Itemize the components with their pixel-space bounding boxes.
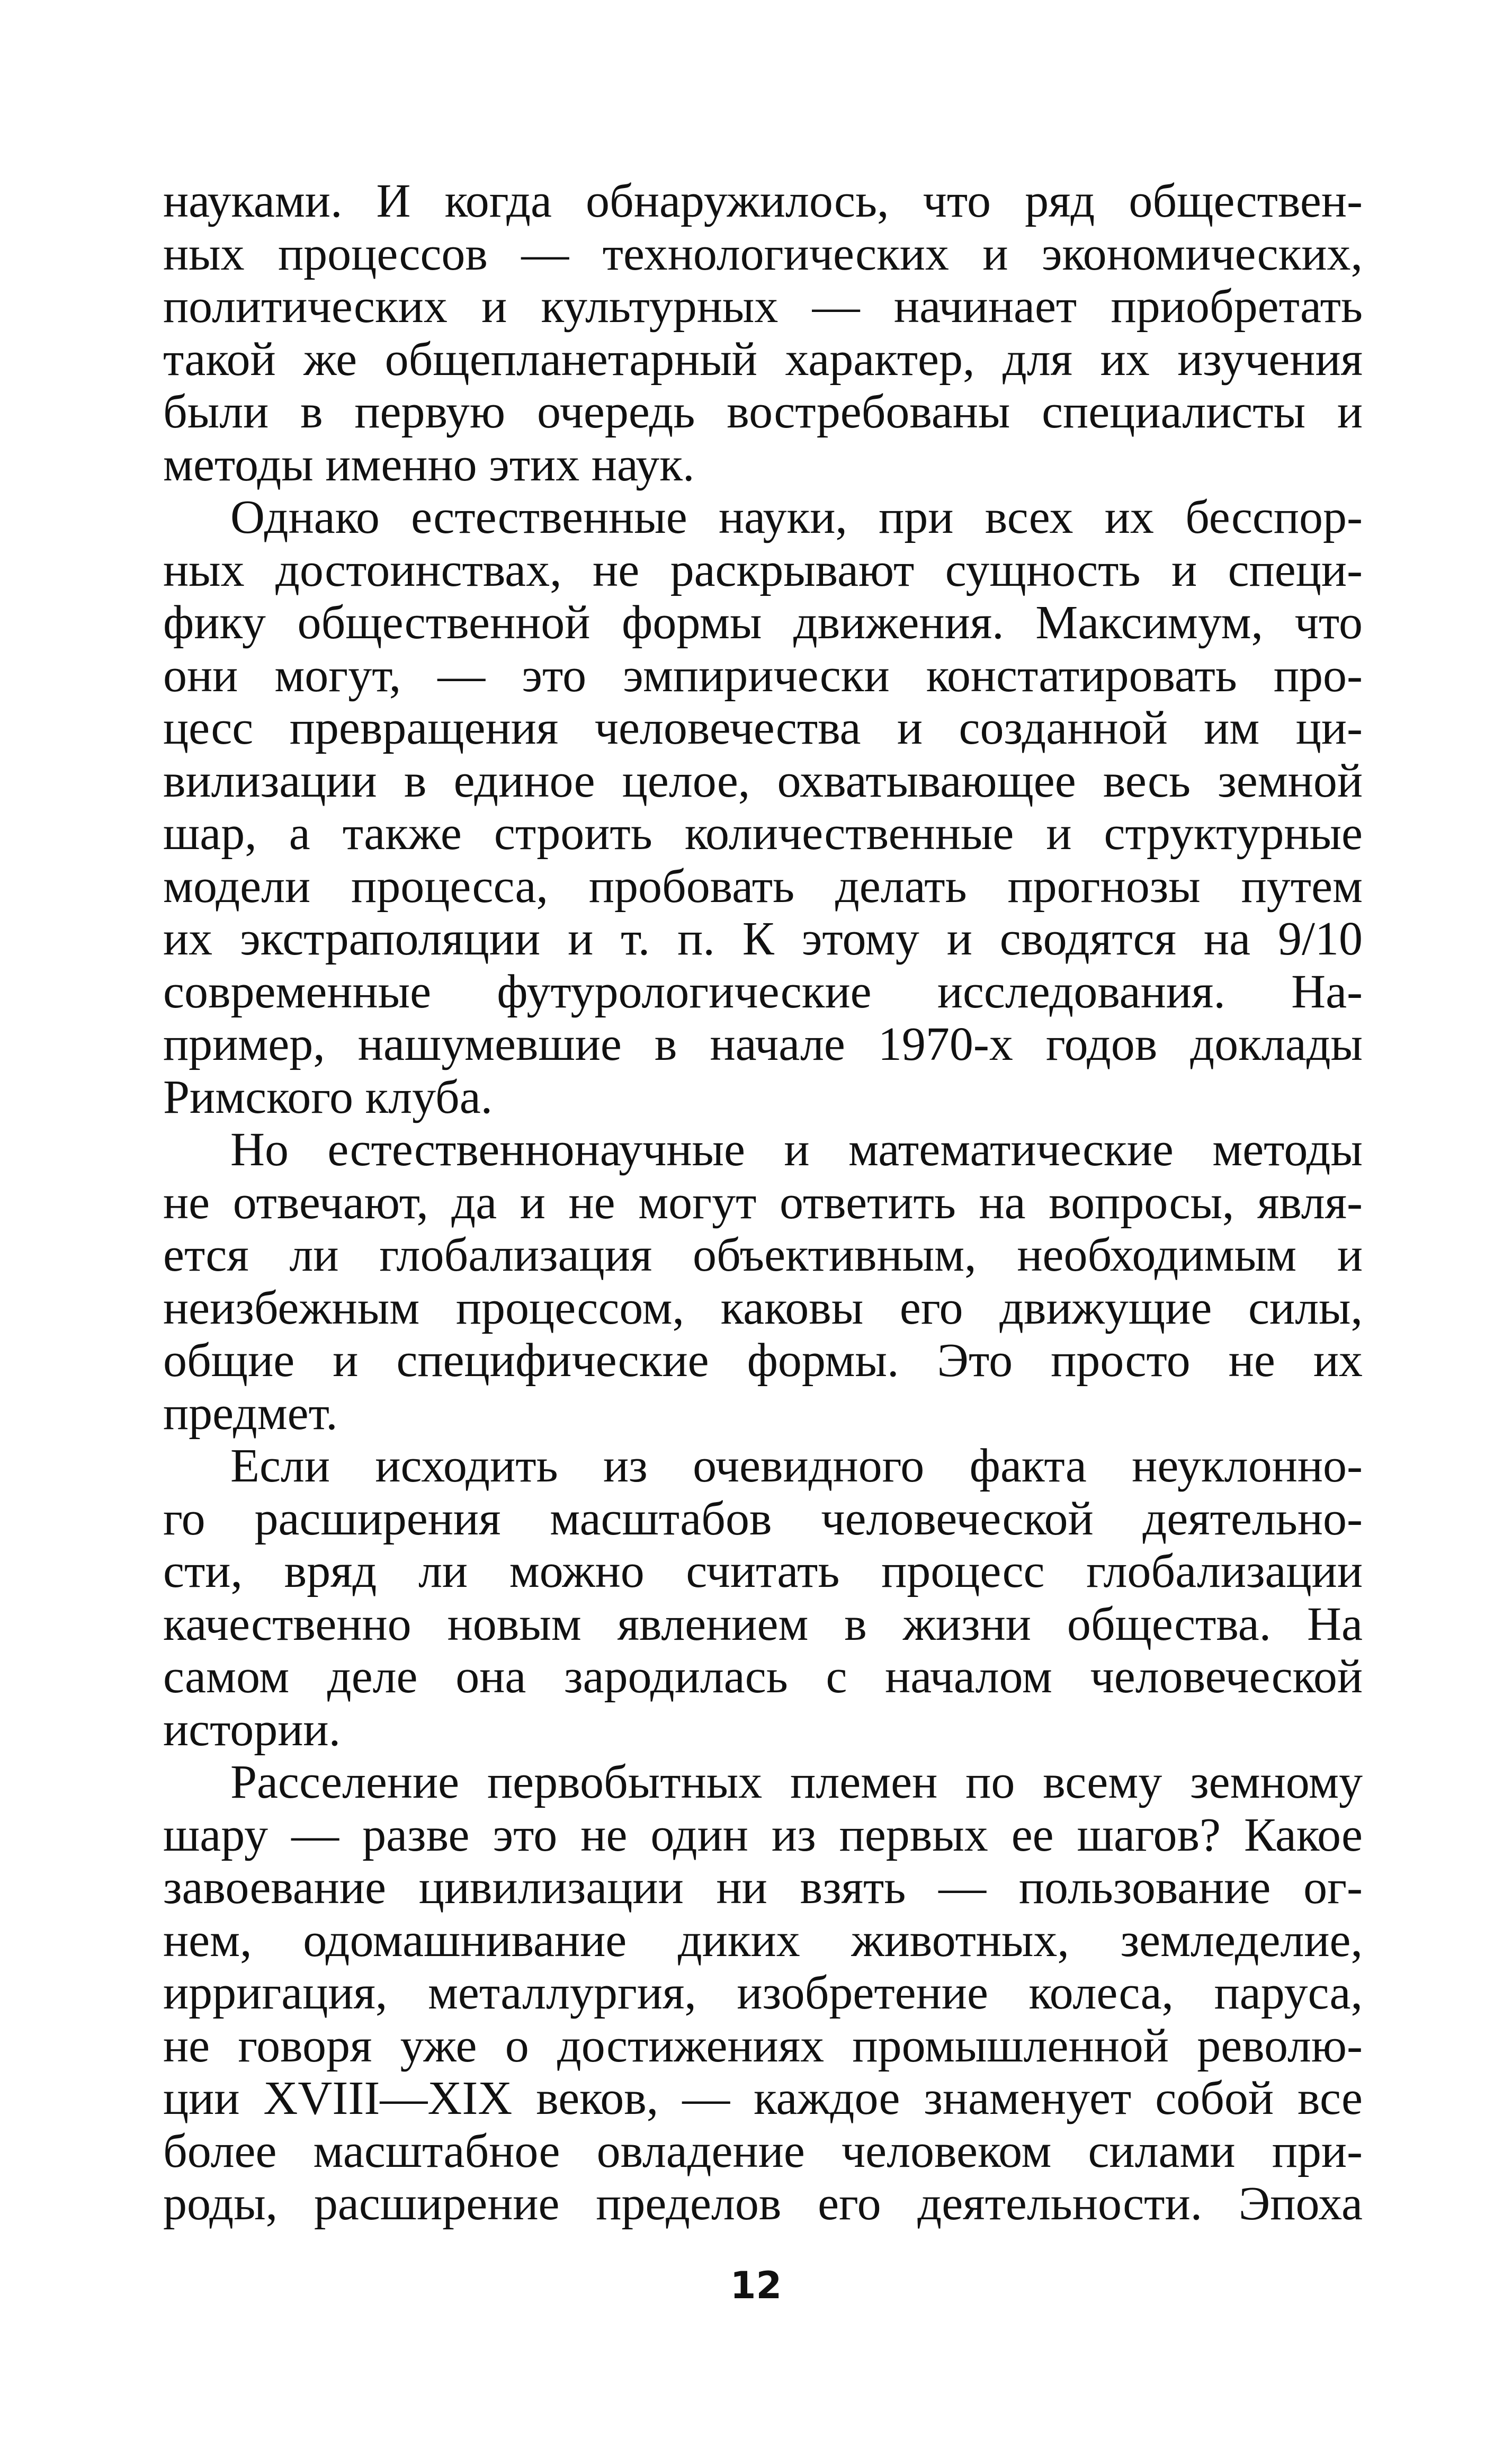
text-line: Расселение первобытных племен по всему земному xyxy=(230,1756,1363,1808)
text-line: были в первую очередь востребованы специалисты и xyxy=(163,386,1363,438)
text-line: ирригация, металлургия, изобретение колеса, паруса, xyxy=(163,1967,1363,2019)
text-line: их экстраполяции и т. п. К этому и сводятся на 9/10 xyxy=(163,913,1363,965)
paragraph xyxy=(163,1123,1363,1440)
page-number: 12 xyxy=(730,2264,782,2307)
text-line: не говоря уже о достижениях промышленной револю- xyxy=(163,2019,1363,2072)
text-line: предмет. xyxy=(163,1387,338,1440)
text-line: шару — разве это не один из первых ее шагов? Какое xyxy=(163,1808,1363,1861)
text-line: модели процесса, пробовать делать прогнозы путем xyxy=(163,860,1363,913)
text-line: истории. xyxy=(163,1703,341,1756)
text-line: Но естественнонаучные и математические методы xyxy=(230,1123,1363,1176)
text-line: современные футурологические исследования. На- xyxy=(163,965,1363,1018)
paragraph xyxy=(163,1756,1363,2230)
text-line: завоевание цивилизации ни взять — пользование ог- xyxy=(163,1861,1363,1914)
text-line: самом деле она зародилась с началом человеческой xyxy=(163,1650,1363,1703)
text-line: Римского клуба. xyxy=(163,1070,493,1123)
text-line: Если исходить из очевидного факта неуклонно- xyxy=(230,1440,1363,1492)
paragraph xyxy=(163,491,1363,1123)
text-line: общие и специфические формы. Это просто не их xyxy=(163,1334,1363,1387)
paragraph xyxy=(163,175,1363,491)
text-line: роды, расширение пределов его деятельности. Эпоха xyxy=(163,2177,1363,2230)
text-line: шар, а также строить количественные и структурные xyxy=(163,807,1363,860)
text-line: ции XVIII—XIX веков, — каждое знаменует собой все xyxy=(163,2072,1363,2124)
body-text xyxy=(163,175,1363,2230)
text-line: ных процессов — технологических и экономических, xyxy=(163,227,1363,280)
text-line: более масштабное овладение человеком силами при- xyxy=(163,2124,1363,2177)
text-line: методы именно этих наук. xyxy=(163,438,695,491)
text-line: науками. И когда обнаружилось, что ряд обществен- xyxy=(163,175,1363,227)
text-line: качественно новым явлением в жизни общества. На xyxy=(163,1597,1363,1650)
text-line: Однако естественные науки, при всех их бесспор- xyxy=(230,491,1363,543)
text-line: цесс превращения человечества и созданной им ци- xyxy=(163,702,1363,754)
text-line: они могут, — это эмпирически констатировать про- xyxy=(163,649,1363,702)
text-line: вилизации в единое целое, охватывающее весь земной xyxy=(163,754,1363,807)
text-line: го расширения масштабов человеческой деятельно- xyxy=(163,1492,1363,1545)
text-line: неизбежным процессом, каковы его движущие силы, xyxy=(163,1281,1363,1334)
text-line: нем, одомашнивание диких животных, земледелие, xyxy=(163,1914,1363,1967)
text-line: ется ли глобализация объективным, необходимым и xyxy=(163,1229,1363,1281)
paragraph xyxy=(163,1440,1363,1756)
text-line: фику общественной формы движения. Максимум, что xyxy=(163,596,1363,649)
text-line: пример, нашумевшие в начале 1970-х годов доклады xyxy=(163,1018,1363,1070)
text-line: политических и культурных — начинает приобретать xyxy=(163,280,1363,333)
text-line: такой же общепланетарный характер, для их изучения xyxy=(163,333,1363,386)
text-line: сти, вряд ли можно считать процесс глобализации xyxy=(163,1545,1363,1597)
text-line: ных достоинствах, не раскрывают сущность и специ- xyxy=(163,543,1363,596)
text-line: не отвечают, да и не могут ответить на вопросы, явля- xyxy=(163,1176,1363,1229)
